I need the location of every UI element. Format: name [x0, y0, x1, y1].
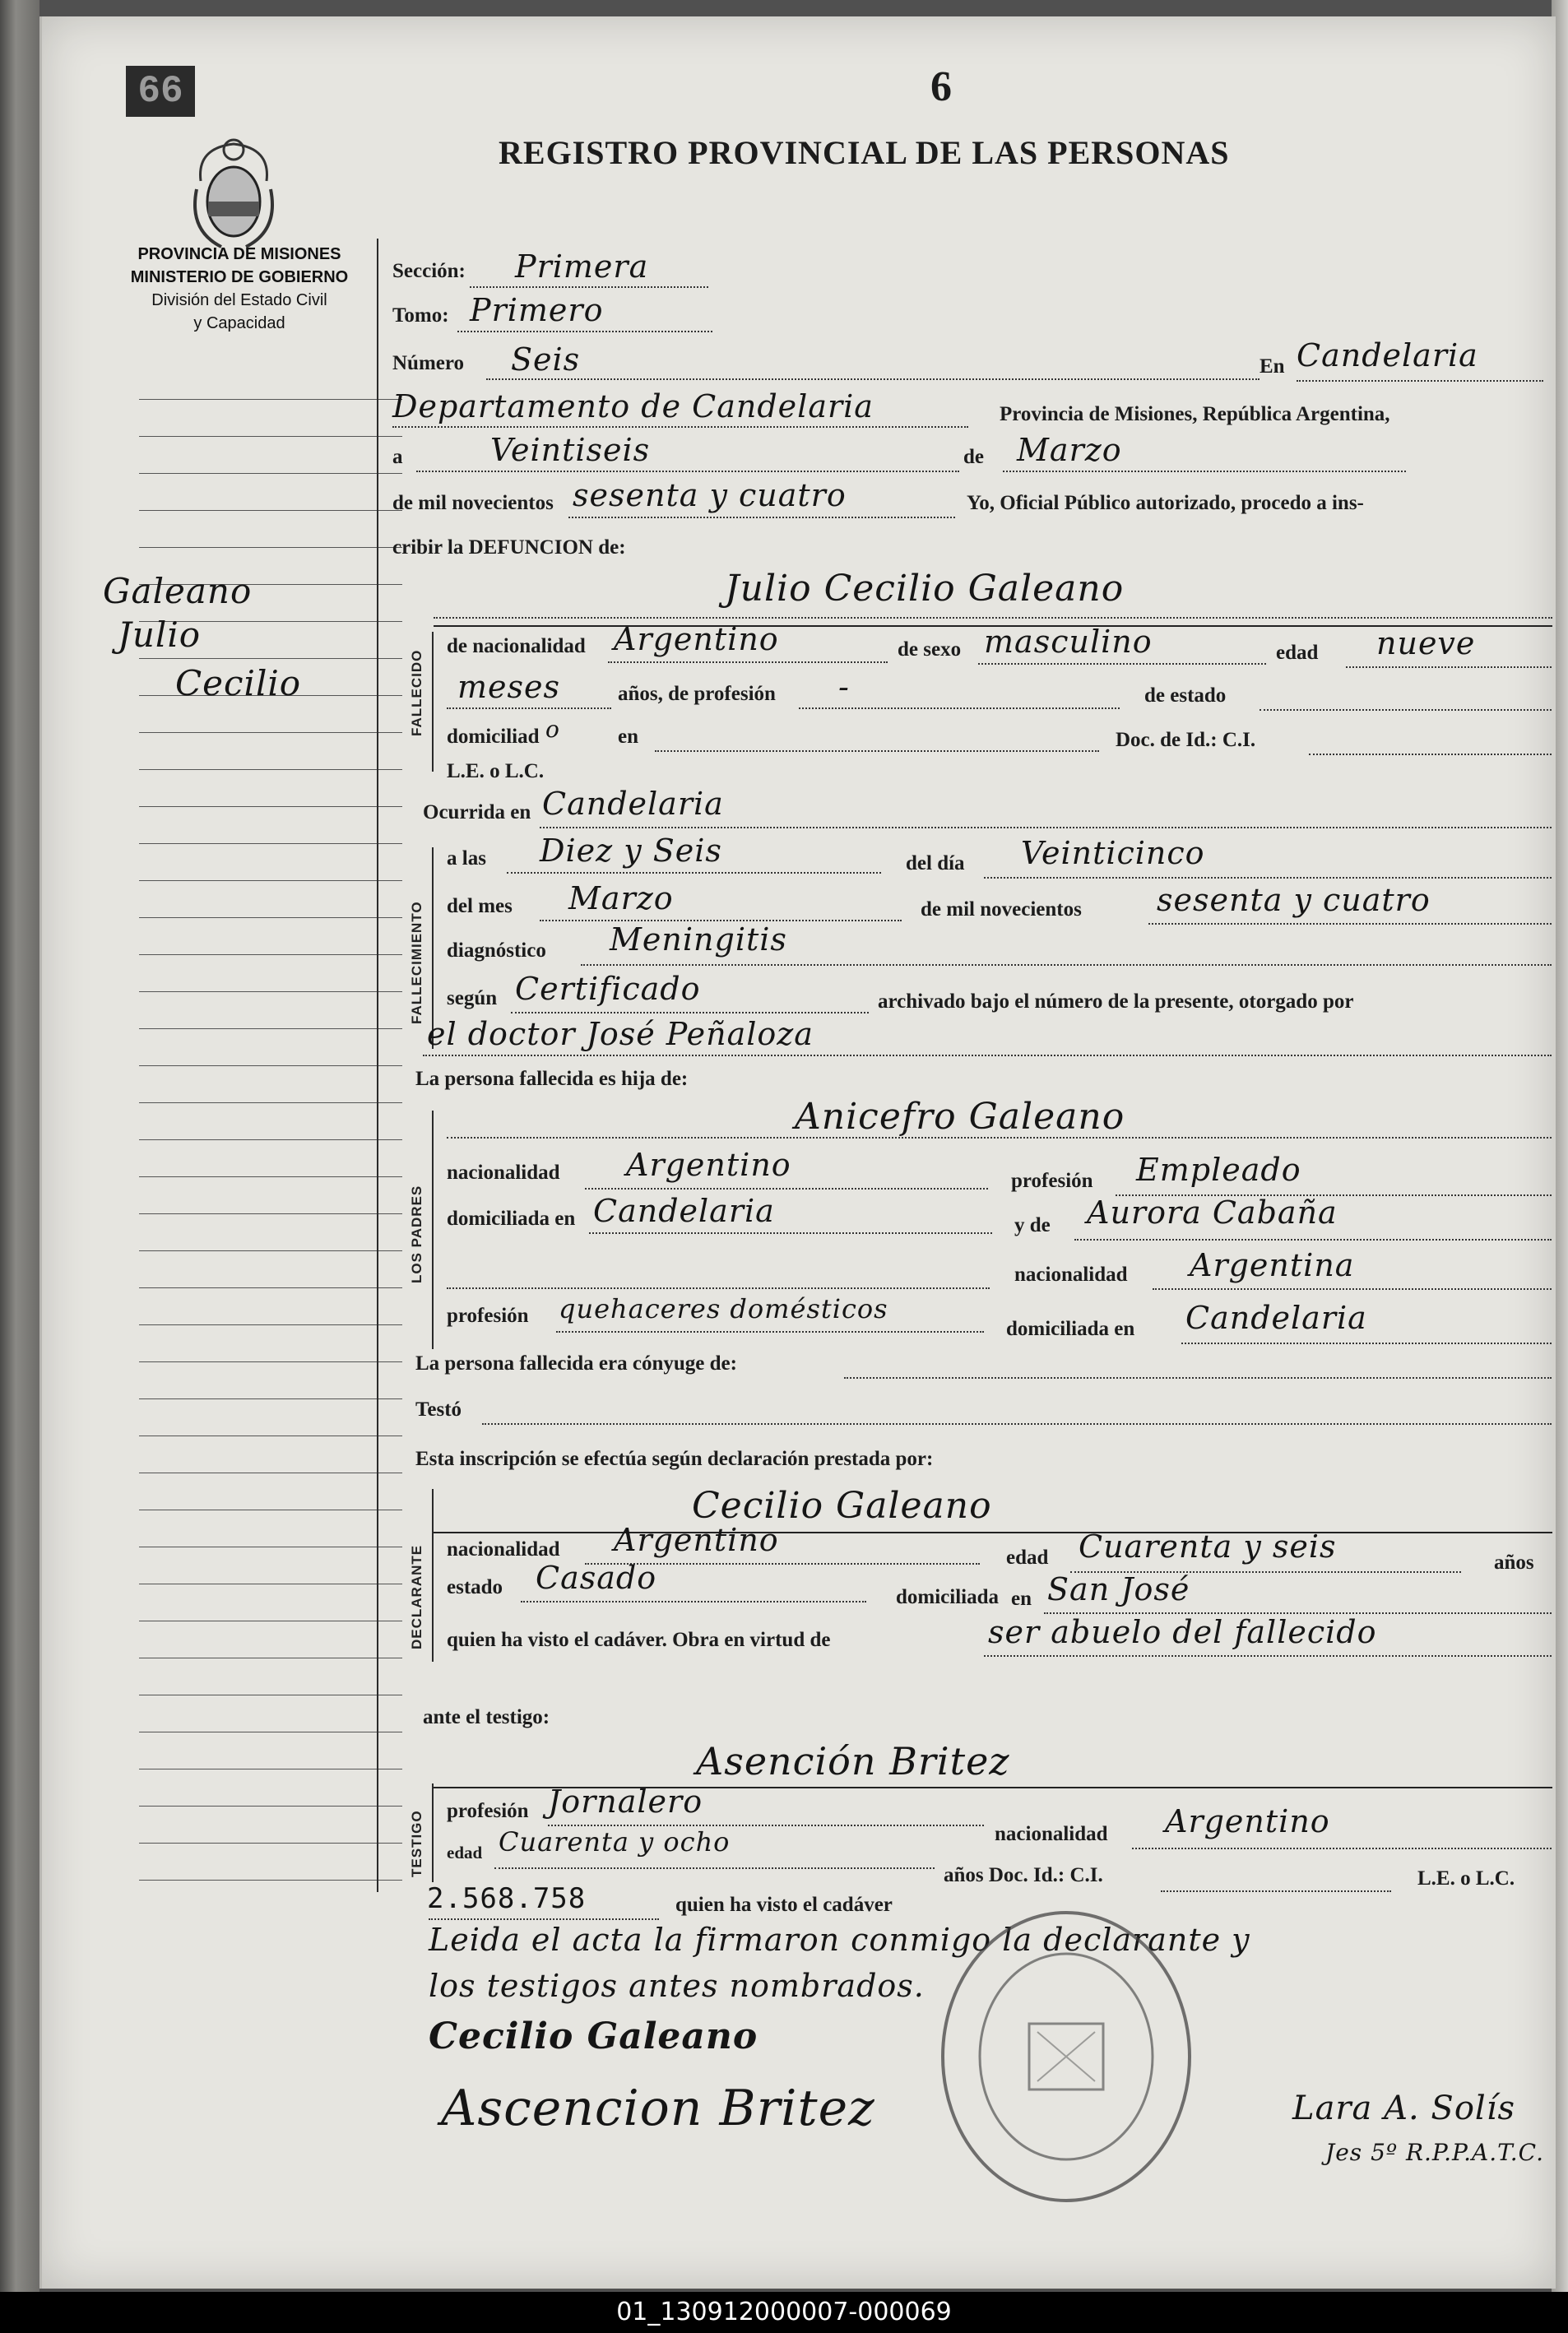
argentine-coat-of-arms-icon — [188, 132, 279, 259]
seccion-value: Primera — [515, 248, 649, 285]
ante-testigo-label: ante el testigo: — [423, 1706, 550, 1728]
declaracion-label: Esta inscripción se efectúa según declaración prestada por: — [415, 1448, 934, 1470]
page-title: REGISTRO PROVINCIAL DE LAS PERSONAS — [499, 134, 1230, 171]
agency-line: PROVINCIA DE MISIONES — [137, 245, 341, 263]
agency-block — [100, 243, 379, 335]
edad-value: nueve — [1376, 625, 1476, 661]
doctor-value: el doctor José Peñaloza — [427, 1016, 814, 1052]
declarante-en-label: en — [1011, 1588, 1032, 1610]
anos-profesion-label: años, de profesión — [618, 683, 776, 705]
anio-fallecimiento-value: sesenta y cuatro — [1157, 882, 1431, 918]
seccion-label: Sección: — [392, 260, 466, 282]
padre-nacionalidad-value: Argentino — [626, 1147, 791, 1183]
quien-visto-label: quien ha visto el cadáver. Obra en virtud de — [447, 1629, 831, 1651]
section-label-fallecido: FALLECIDO — [409, 649, 424, 736]
segun-label: según — [447, 987, 498, 1009]
hora-value: Diez y Seis — [540, 833, 722, 869]
domicilio-label: domiciliad — [447, 726, 540, 748]
le-lc-label: L.E. o L.C. — [447, 760, 545, 782]
declarante-value: Cecilio Galeano — [692, 1485, 992, 1527]
en-domicilio-label: en — [618, 726, 638, 748]
numero-label: Número — [392, 352, 465, 374]
y-de-label: y de — [1014, 1214, 1051, 1236]
leida-line-2: los testigos antes nombrados. — [429, 1968, 925, 2004]
document-page — [39, 16, 1556, 2289]
inscribir-label: cribir la DEFUNCION de: — [392, 536, 626, 559]
madre-nacionalidad-label: nacionalidad — [1014, 1264, 1128, 1286]
ocurrida-label: Ocurrida en — [423, 801, 531, 823]
testigo-edad-value: Cuarenta y ocho — [499, 1826, 731, 1858]
folio-stamp — [126, 66, 195, 117]
page-number: 6 — [930, 63, 952, 110]
del-mes-label: del mes — [447, 895, 513, 917]
declarante-domiciliada-label: domiciliada — [896, 1586, 1000, 1608]
quien-cadaver-label: quien ha visto el cadáver — [675, 1894, 893, 1916]
tomo-label: Tomo: — [392, 304, 449, 327]
numero-value: Seis — [511, 341, 581, 378]
departamento-value: Departamento de Candelaria — [392, 388, 874, 424]
a-las-label: a las — [447, 847, 486, 870]
madre-value: Aurora Cabaña — [1087, 1194, 1338, 1231]
del-dia-label: del día — [906, 852, 965, 874]
testigo-anos-doc-label: años Doc. Id.: C.I. — [944, 1864, 1103, 1886]
signature-oficial-title: Jes 5º R.P.P.A.T.C. — [1325, 2139, 1544, 2166]
de-label: de — [963, 446, 984, 468]
conyuge-label: La persona fallecida era cónyuge de: — [415, 1352, 737, 1375]
declarante-edad-value: Cuarenta y seis — [1079, 1528, 1337, 1565]
testigo-ci-value: 2.568.758 — [427, 1882, 587, 1915]
hija-de-label: La persona fallecida es hija de: — [415, 1068, 689, 1090]
padre-nacionalidad-label: nacionalidad — [447, 1162, 560, 1184]
padre-domicilio-value: Candelaria — [593, 1193, 775, 1229]
madre-profesion-label: profesión — [447, 1305, 529, 1327]
margin-name-surname: Galeano — [103, 571, 253, 611]
dia-value: Veintiseis — [490, 432, 651, 468]
madre-domicilio-label: domiciliada en — [1006, 1318, 1135, 1340]
profesion-value: - — [838, 669, 850, 705]
de-mil-label: de mil novecientos — [392, 492, 554, 514]
sexo-label: de sexo — [898, 638, 962, 661]
madre-nacionalidad-value: Argentina — [1190, 1247, 1355, 1283]
testo-label: Testó — [415, 1398, 462, 1421]
tomo-value: Primero — [470, 292, 604, 328]
doc-label: Doc. de Id.: C.I. — [1116, 729, 1256, 751]
mes-fallecimiento-value: Marzo — [568, 880, 674, 916]
folio-number: 66 — [137, 70, 183, 113]
agency-line: y Capacidad — [193, 314, 285, 332]
declarante-domicilio-value: San José — [1047, 1571, 1190, 1607]
padre-domicilio-label: domiciliada en — [447, 1208, 576, 1230]
signature-oficial: Lara A. Solís — [1292, 2089, 1516, 2127]
oficial-label: Yo, Oficial Público autorizado, procedo a ins- — [967, 492, 1364, 514]
nacionalidad-value: Argentino — [614, 621, 779, 657]
declarante-virtud-value: ser abuelo del fallecido — [988, 1614, 1377, 1650]
registry-seal-stamp-icon — [930, 1900, 1202, 2217]
anio-value: sesenta y cuatro — [573, 477, 847, 513]
padre-profesion-value: Empleado — [1136, 1152, 1301, 1188]
padre-profesion-label: profesión — [1011, 1170, 1093, 1192]
segun-value: Certificado — [515, 971, 701, 1007]
declarante-anos-label: años — [1494, 1551, 1534, 1574]
diagnostico-value: Meningitis — [610, 921, 787, 958]
testigo-profesion-value: Jornalero — [548, 1783, 703, 1820]
domicilio-o-value: o — [545, 716, 560, 743]
declarante-nacionalidad-value: Argentino — [614, 1522, 779, 1558]
dia-fallecimiento-value: Veinticinco — [1021, 835, 1205, 871]
mil-nov-label: de mil novecientos — [921, 898, 1082, 921]
image-id-footer: 01_130912000007-000069 — [0, 2292, 1568, 2333]
signature-declarante: Cecilio Galeano — [429, 2015, 758, 2057]
margin-name-first: Julio — [118, 615, 202, 655]
section-label-testigo: TESTIGO — [409, 1810, 424, 1877]
margin-name-second: Cecilio — [175, 663, 302, 703]
archivado-label: archivado bajo el número de la presente, otorgado por — [878, 990, 1354, 1013]
ocurrida-value: Candelaria — [542, 786, 724, 822]
madre-profesion-value: quehaceres domésticos — [559, 1293, 888, 1324]
declarante-estado-value: Casado — [536, 1560, 657, 1596]
estado-label: de estado — [1144, 684, 1227, 707]
testigo-nacionalidad-label: nacionalidad — [995, 1823, 1108, 1845]
declarante-nacionalidad-label: nacionalidad — [447, 1538, 560, 1561]
section-label-declarante: DECLARANTE — [409, 1544, 424, 1649]
padre-value: Anicefro Galeano — [795, 1096, 1125, 1138]
book-binding — [0, 0, 39, 2295]
testigo-profesion-label: profesión — [447, 1800, 529, 1822]
edad-label: edad — [1276, 642, 1319, 664]
declarante-edad-label: edad — [1006, 1547, 1049, 1569]
testigo-le-lc-label: L.E. o L.C. — [1417, 1867, 1515, 1890]
agency-line: División del Estado Civil — [151, 291, 327, 309]
nacionalidad-label: de nacionalidad — [447, 635, 586, 657]
provincia-label: Provincia de Misiones, República Argentina, — [1000, 403, 1390, 425]
fallecido-name-value: Julio Cecilio Galeano — [725, 568, 1125, 610]
madre-domicilio-value: Candelaria — [1185, 1300, 1367, 1336]
testigo-value: Asención Britez — [696, 1739, 1010, 1783]
testigo-nacionalidad-value: Argentino — [1165, 1803, 1330, 1839]
testigo-edad-label: edad — [447, 1843, 483, 1862]
mes-value: Marzo — [1017, 432, 1122, 468]
agency-line: MINISTERIO DE GOBIERNO — [130, 268, 349, 286]
en-label: En — [1260, 355, 1285, 378]
signature-testigo: Ascencion Britez — [441, 2080, 875, 2137]
section-label-fallecimiento: FALLECIMIENTO — [409, 901, 424, 1024]
sexo-value: masculino — [984, 624, 1153, 660]
leida-line-1: Leida el acta la firmaron conmigo la declarante y — [429, 1922, 1250, 1958]
a-label: a — [392, 446, 403, 468]
section-label-padres: LOS PADRES — [409, 1185, 424, 1283]
edad-unidad-value: meses — [457, 669, 561, 705]
diagnostico-label: diagnóstico — [447, 939, 546, 962]
margin-divider — [377, 239, 378, 1892]
en-value: Candelaria — [1297, 337, 1478, 373]
declarante-estado-label: estado — [447, 1576, 503, 1598]
